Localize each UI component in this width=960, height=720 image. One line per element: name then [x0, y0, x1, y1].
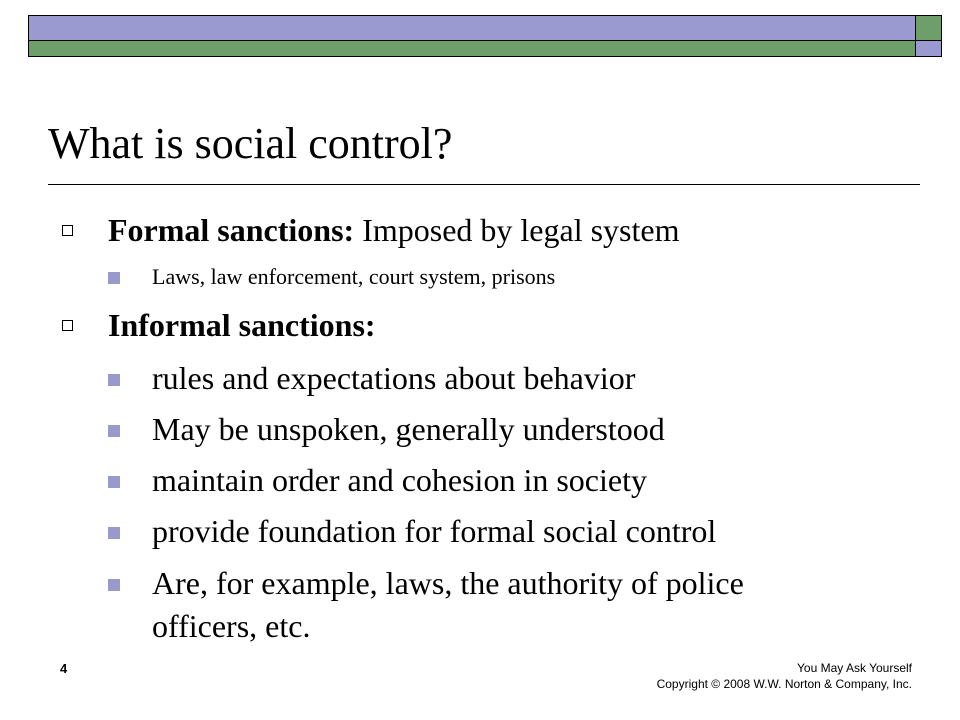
list-item-text: provide foundation for formal social control	[152, 513, 717, 549]
header-corner-purple	[915, 40, 942, 57]
formal-sub-text: Laws, law enforcement, court system, prisons	[152, 264, 556, 289]
slide-title: What is social control?	[48, 119, 453, 168]
footer-credit	[657, 660, 912, 692]
title-divider	[48, 184, 920, 185]
square-bullet-icon	[108, 579, 120, 591]
hollow-square-bullet-icon	[62, 225, 73, 236]
formal-label: Formal sanctions:	[108, 212, 355, 248]
header-corner-green	[915, 15, 942, 41]
footer-line-1: You May Ask Yourself	[797, 661, 912, 675]
header-bar-green	[28, 40, 916, 57]
footer-line-2: Copyright © 2008 W.W. Norton & Company, Inc.	[656, 677, 912, 691]
header-bar-purple	[28, 15, 916, 41]
square-bullet-icon	[108, 272, 120, 284]
square-bullet-icon	[108, 476, 120, 488]
list-item-text: May be unspoken, generally understood	[152, 411, 665, 447]
square-bullet-icon	[108, 527, 120, 539]
informal-label: Informal sanctions:	[108, 307, 376, 343]
page-number: 4	[60, 661, 68, 676]
list-item-text: maintain order and cohesion in society	[152, 462, 647, 498]
list-item-text: rules and expectations about behavior	[152, 360, 636, 396]
square-bullet-icon	[108, 425, 120, 437]
hollow-square-bullet-icon	[62, 320, 73, 331]
formal-text: Imposed by legal system	[354, 212, 680, 248]
list-item-text: officers, etc.	[152, 608, 311, 644]
list-item-text: Are, for example, laws, the authority of police	[152, 565, 744, 601]
square-bullet-icon	[108, 374, 120, 386]
